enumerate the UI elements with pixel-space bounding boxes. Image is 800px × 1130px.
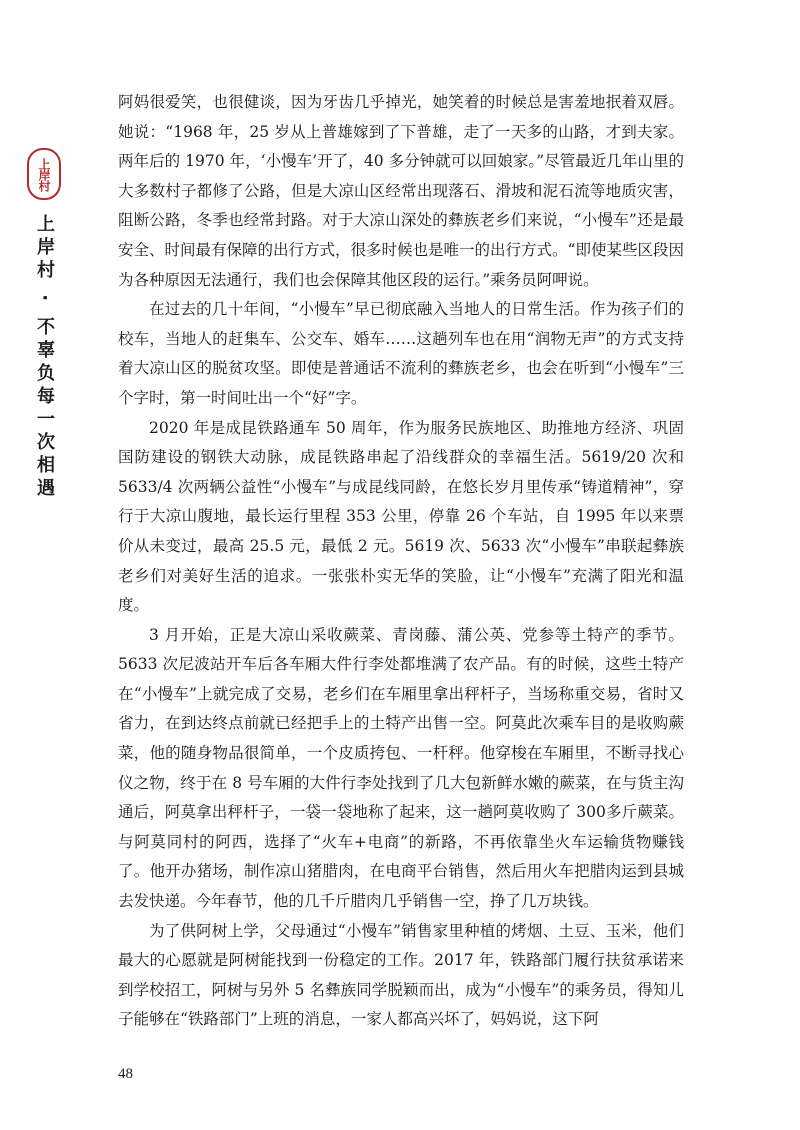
paragraph-1: 阿妈很爱笑，也很健谈，因为牙齿几乎掉光，她笑着的时候总是害羞地抿着双唇。她说：“1968 年，25 岁从上普雄嫁到了下普雄，走了一天多的山路，才到夫家。两年后的 1970 年，‘小慢车’开了，40 多分钟就可以回娘家。”尽管最近几年山里的大多数村子都修了公路，但是大凉山区经常出现落石、滑坡和泥石流等地质灾害，阻断公路，冬季也经常封路。对于大凉山深处的彝族老乡们来说，“小慢车”还是最安全、时间最有保障的出行方式，很多时候也是唯一的出行方式。“即使某些区段因为各种原因无法通行，我们也会保障其他区段的运行。”乘务员阿呷说。 <box>118 93 684 289</box>
seal-text: 上岸村 <box>37 157 51 191</box>
paragraph-2: 在过去的几十年间，“小慢车”早已彻底融入当地人的日常生活。作为孩子们的校车，当地人的赶集车、公交车、婚车……这趟列车也在用“润物无声”的方式支持着大凉山区的脱贫攻坚。即使是普通话不流利的彝族老乡，也会在听到“小慢车”三个字时，第一时间吐出一个“好”字。 <box>118 300 684 407</box>
book-title-vertical: 上岸村 · 不辜负每一次相遇 <box>34 214 55 502</box>
book-seal-logo <box>27 148 61 200</box>
paragraph-4: 3 月开始，正是大凉山采收蕨菜、青岗藤、蒲公英、党参等土特产的季节。5633 次尼波站开车后各车厢大件行李处都堆满了农产品。有的时候，这些土特产在“小慢车”上就完成了交易，老乡们在车厢里拿出秤杆子，当场称重交易，省时又省力，在到达终点前就已经把手上的土特产出售一空。阿莫此次乘车目的是收购蕨菜，他的随身物品很简单，一个皮质挎包、一杆秤。他穿梭在车厢里，不断寻找心仪之物，终于在 8 号车厢的大件行李处找到了几大包新鲜水嫩的蕨菜，在与货主沟通后，阿莫拿出秤杆子，一袋一袋地称了起来，这一趟阿莫收购了 300多斤蕨菜。与阿莫同村的阿西，选择了“火车+电商”的新路，不再依靠坐火车运输货物赚钱了。他开办猪场，制作凉山猪腊肉，在电商平台销售，然后用火车把腊肉运到县城去发快递。今年春节，他的几千斤腊肉几乎销售一空，挣了几万块钱。 <box>118 625 684 911</box>
page-number: 48 <box>118 1066 133 1082</box>
running-header-sidebar <box>22 148 66 501</box>
body-text <box>118 88 684 1035</box>
paragraph-5: 为了供阿树上学，父母通过“小慢车”销售家里种植的烤烟、土豆、玉米，他们最大的心愿就是阿树能找到一份稳定的工作。2017 年，铁路部门履行扶贫承诺来到学校招工，阿树与另外 5 名彝族同学脱颖而出，成为“小慢车”的乘务员，得知儿子能够在“铁路部门”上班的消息，一家人都高兴坏了，妈妈说，这下阿 <box>118 921 684 1029</box>
paragraph-3: 2020 年是成昆铁路通车 50 周年，作为服务民族地区、助推地方经济、巩固国防建设的钢铁大动脉，成昆铁路串起了沿线群众的幸福生活。5619/20 次和5633/4 次两辆公益性“小慢车”与成昆线同龄，在悠长岁月里传承“铸道精神”，穿行于大凉山腹地，最长运行里程 353 公里，停靠 26 个车站，自 1995 年以来票价从未变过，最高 25.5 元，最低 2 元。5619 次、5633 次“小慢车”串联起彝族老乡们对美好生活的追求。一张张朴实无华的笑脸，让“小慢车”充满了阳光和温度。 <box>118 418 684 615</box>
